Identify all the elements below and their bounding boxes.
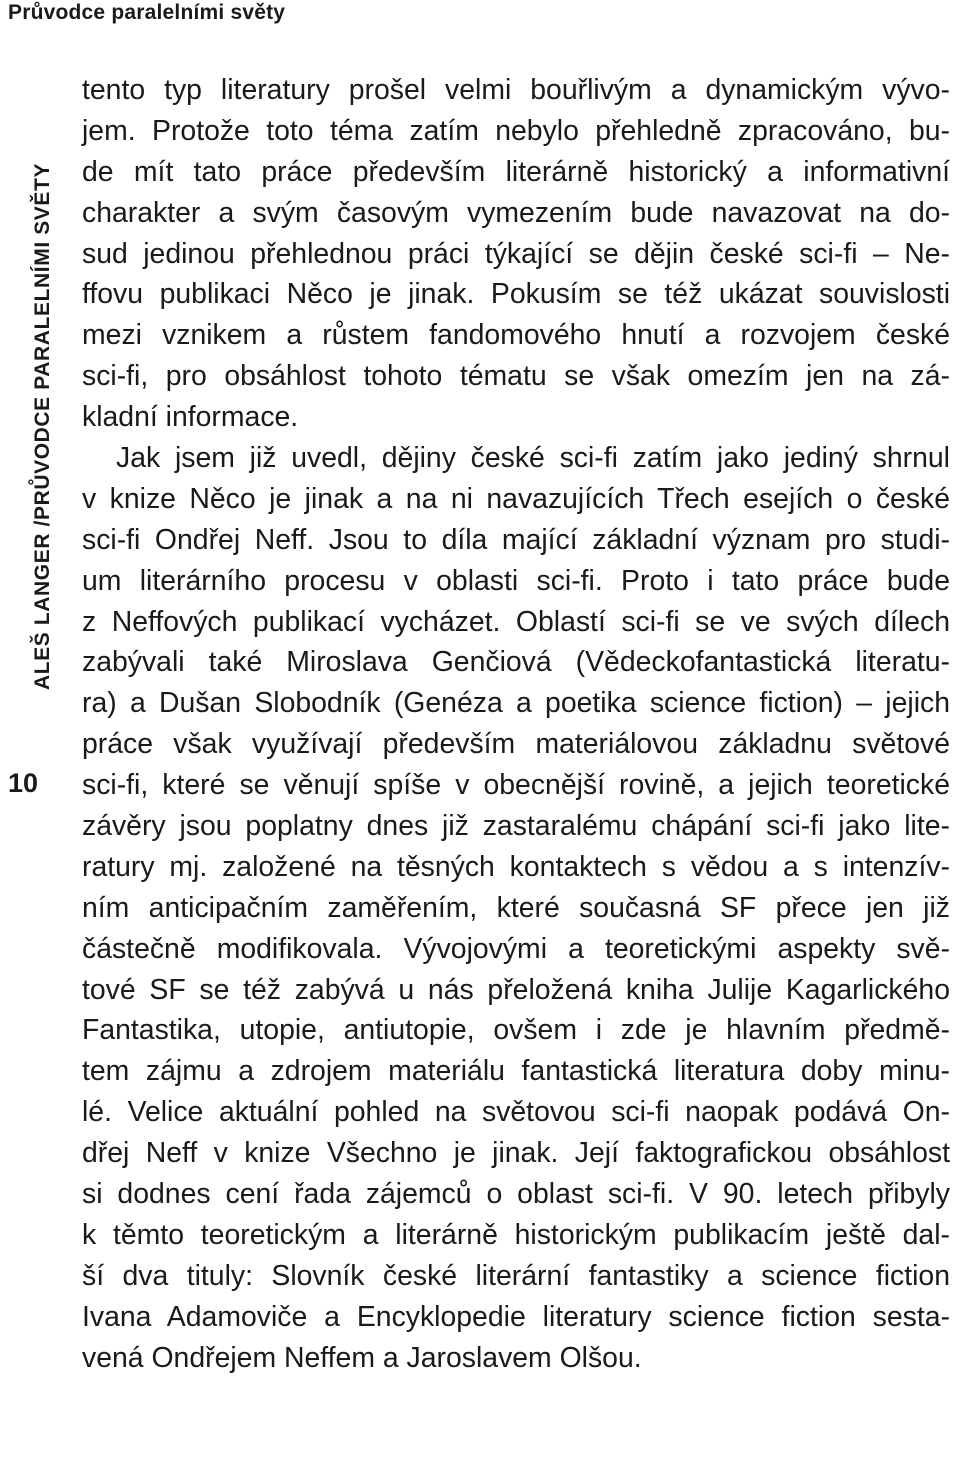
text-line: ffovu publikaci Něco je jinak. Pokusím se též ukázat souvislosti <box>82 278 950 311</box>
sidebar <box>0 44 60 704</box>
text-line: tem zájmu a zdrojem materiálu fantastická literatura doby minu- <box>82 1055 950 1088</box>
body-text <box>82 70 950 1379</box>
text-line: ší dva tituly: Slovník české literární fantastiky a science fiction <box>82 1259 950 1292</box>
text-line: vená Ondřejem Neffem a Jaroslavem Olšou. <box>82 1341 642 1374</box>
text-line: jem. Protože toto téma zatím nebylo přehledně zpracováno, bu- <box>82 114 950 147</box>
text-line: Ivana Adamoviče a Encyklopedie literatury science fiction sesta- <box>82 1300 950 1333</box>
text-line: Jak jsem již uvedl, dějiny české sci-fi zatím jako jediný shrnul <box>116 442 950 475</box>
running-title: Průvodce paralelními světy <box>8 1 286 24</box>
text-line: um literárního procesu v oblasti sci-fi. Proto i tato práce bude <box>82 564 950 597</box>
text-line: kladní informace. <box>82 401 299 434</box>
text-line: ním anticipačním zaměřením, které současná SF přece jen již <box>82 891 950 924</box>
text-line: k těmto teoretickým a literárně historickým publikacím ještě dal- <box>82 1218 950 1251</box>
vertical-book-title: ALEŠ LANGER /PRŮVODCE PARALELNÍMI SVĚTY <box>31 162 54 690</box>
text-line: si dodnes cení řada zájemců o oblast sci-fi. V 90. letech přibyly <box>82 1178 950 1211</box>
text-line: ratury mj. založené na těsných kontaktech s vědou a s intenzív- <box>82 850 950 883</box>
text-line: tové SF se též zabývá u nás přeložená kniha Julije Kagarlického <box>82 973 950 1006</box>
text-line: dřej Neff v knize Všechno je jinak. Její faktografickou obsáhlost <box>82 1137 950 1170</box>
text-line: mezi vznikem a růstem fandomového hnutí a rozvojem české <box>82 319 950 352</box>
text-line: tento typ literatury prošel velmi bouřlivým a dynamickým vývo- <box>82 74 950 106</box>
text-line: částečně modifikovala. Vývojovými a teoretickými aspekty svě- <box>82 932 950 965</box>
text-line: práce však využívají především materiálovou základnu světové <box>82 728 950 761</box>
text-line: sci-fi, které se věnují spíše v obecnější rovině, a jejich teoretické <box>82 769 950 802</box>
text-line: závěry jsou poplatny dnes již zastaralému chápání sci-fi jako lite- <box>82 810 950 843</box>
text-line: sci-fi, pro obsáhlost tohoto tématu se však omezím jen na zá- <box>82 360 950 393</box>
text-line: de mít tato práce především literárně historický a informativní <box>82 155 950 188</box>
text-line: charakter a svým časovým vymezením bude navazovat na do- <box>82 196 950 229</box>
text-line: sci-fi Ondřej Neff. Jsou to díla mající základní význam pro studi- <box>82 523 950 556</box>
text-line: v knize Něco je jinak a na ni navazujících Třech esejích o české <box>82 482 950 515</box>
text-line: lé. Velice aktuální pohled na světovou sci-fi naopak podává On- <box>82 1096 950 1129</box>
text-line: zabývali také Miroslava Genčiová (Vědeckofantastická literatu- <box>82 646 950 679</box>
text-line: ra) a Dušan Slobodník (Genéza a poetika science fiction) – jejich <box>82 687 950 720</box>
text-line: z Neffových publikací vycházet. Oblastí sci-fi se ve svých dílech <box>82 605 950 638</box>
text-line: Fantastika, utopie, antiutopie, ovšem i zde je hlavním předmě- <box>82 1014 950 1047</box>
text-line: sud jedinou přehlednou práci týkající se dějin české sci-fi – Ne- <box>82 237 950 270</box>
page-number: 10 <box>8 768 39 798</box>
